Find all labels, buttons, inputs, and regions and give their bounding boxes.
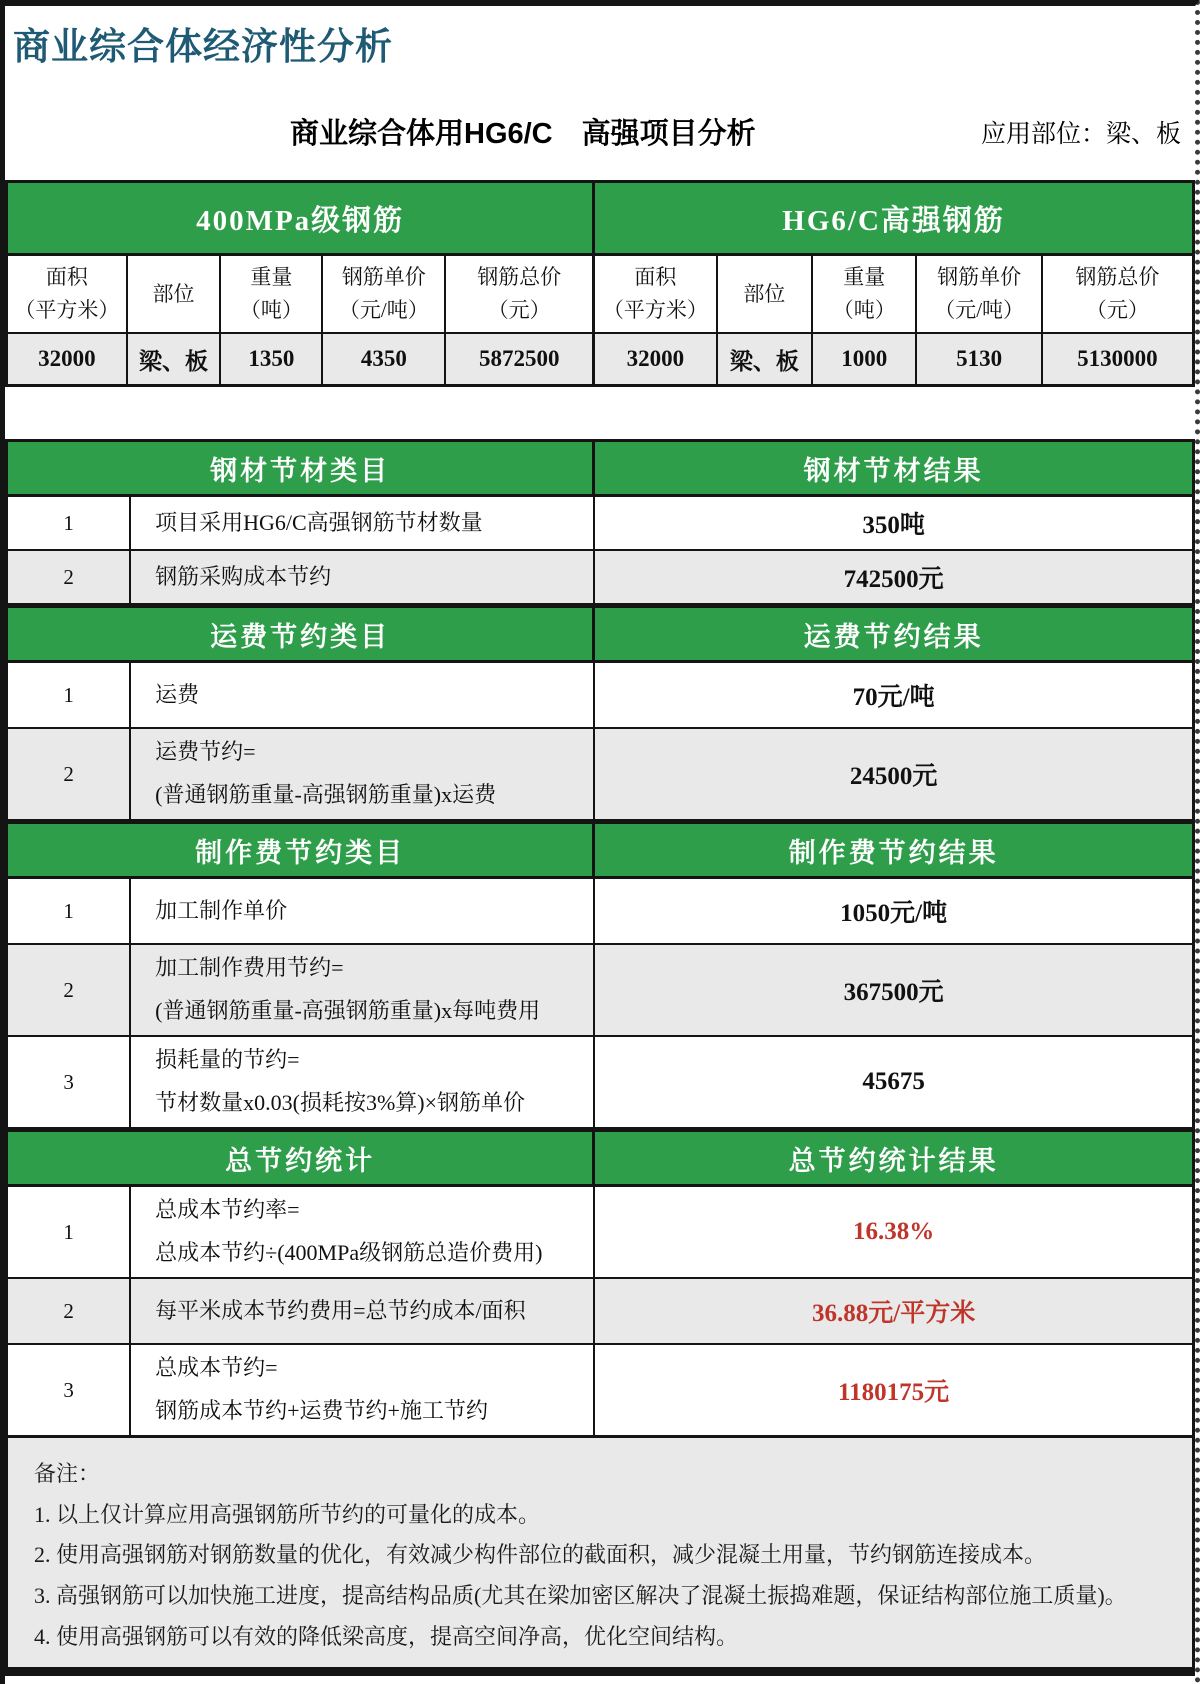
data-cell-area: 32000 bbox=[8, 334, 128, 384]
result-header: 总节约统计结果 bbox=[595, 1132, 1192, 1184]
data-cell-part: 梁、板 bbox=[718, 334, 813, 384]
table-row bbox=[8, 879, 1192, 945]
total-saving-section-header bbox=[8, 1129, 1192, 1187]
table-row bbox=[8, 1279, 1192, 1345]
col-header-weight: 重量 （吨） bbox=[813, 256, 917, 332]
rebar-comparison-table bbox=[5, 180, 1195, 387]
row-label: 总成本节约= 钢筋成本节约+运费节约+施工节约 bbox=[131, 1345, 595, 1435]
data-cell-total-price: 5872500 bbox=[446, 334, 592, 384]
table-row bbox=[8, 1037, 1192, 1129]
page-title: 商业综合体经济性分析 bbox=[13, 26, 393, 67]
table-row bbox=[8, 497, 1192, 551]
data-cell-area: 32000 bbox=[595, 334, 717, 384]
data-cell-part: 梁、板 bbox=[128, 334, 221, 384]
col-header-unit-price: 钢筋单价 （元/吨） bbox=[323, 256, 446, 332]
row-result: 1180175元 bbox=[838, 1379, 950, 1406]
category-header: 钢材节材类目 bbox=[8, 442, 595, 494]
remark-item: 2. 使用高强钢筋对钢筋数量的优化，有效减少构件部位的截面积，减少混凝土用量，节约钢筋连接成本。 bbox=[34, 1542, 1047, 1568]
steel-saving-section-header bbox=[8, 439, 1192, 497]
data-cell-unit-price: 5130 bbox=[917, 334, 1042, 384]
row-label: 运费节约= (普通钢筋重量-高强钢筋重量)x运费 bbox=[131, 729, 595, 819]
data-cell-weight: 1000 bbox=[813, 334, 917, 384]
row-number: 2 bbox=[8, 1279, 131, 1343]
row-label: 项目采用HG6/C高强钢筋节材数量 bbox=[131, 497, 595, 549]
row-number: 2 bbox=[8, 551, 131, 603]
remark-item: 4. 使用高强钢筋可以有效的降低梁高度，提高空间净高，优化空间结构。 bbox=[34, 1623, 739, 1649]
comparison-header-row bbox=[8, 183, 1192, 256]
category-header: 制作费节约类目 bbox=[8, 824, 595, 876]
table-row bbox=[8, 1187, 1192, 1279]
data-cell-total-price: 5130000 bbox=[1043, 334, 1192, 384]
remarks-heading: 备注： bbox=[34, 1461, 101, 1486]
data-cell-weight: 1350 bbox=[221, 334, 323, 384]
row-result: 1050元/吨 bbox=[840, 900, 948, 927]
row-label: 总成本节约率= 总成本节约÷(400MPa级钢筋总造价费用) bbox=[131, 1187, 595, 1277]
row-number: 1 bbox=[8, 663, 131, 727]
table-row bbox=[8, 663, 1192, 729]
row-number: 2 bbox=[8, 945, 131, 1035]
row-label: 加工制作费用节约= (普通钢筋重量-高强钢筋重量)x每吨费用 bbox=[131, 945, 595, 1035]
col-header-weight: 重量 （吨） bbox=[221, 256, 323, 332]
col-header-total-price: 钢筋总价 （元） bbox=[1043, 256, 1192, 332]
data-cell-unit-price: 4350 bbox=[323, 334, 446, 384]
row-result: 70元/吨 bbox=[852, 684, 935, 711]
col-header-area: 面积 （平方米） bbox=[595, 256, 717, 332]
result-header: 制作费节约结果 bbox=[595, 824, 1192, 876]
table-row bbox=[8, 729, 1192, 821]
subheader-row bbox=[5, 110, 1195, 158]
row-number: 1 bbox=[8, 497, 131, 549]
category-header: 总节约统计 bbox=[8, 1132, 595, 1184]
row-result: 24500元 bbox=[849, 763, 938, 790]
row-label: 每平米成本节约费用=总节约成本/面积 bbox=[131, 1279, 595, 1343]
row-label: 损耗量的节约= 节材数量x0.03(损耗按3%算)×钢筋单价 bbox=[131, 1037, 595, 1127]
remark-item: 1. 以上仅计算应用高强钢筋所节约的可量化的成本。 bbox=[34, 1501, 541, 1527]
col-header-part: 部位 bbox=[718, 256, 813, 332]
col-header-area: 面积 （平方米） bbox=[8, 256, 128, 332]
result-header: 运费节约结果 bbox=[595, 608, 1192, 660]
savings-sections bbox=[5, 439, 1195, 1435]
left-table-title: 400MPa级钢筋 bbox=[8, 183, 595, 253]
row-label: 运费 bbox=[131, 663, 595, 727]
category-header: 运费节约类目 bbox=[8, 608, 595, 660]
row-number: 3 bbox=[8, 1345, 131, 1435]
row-label: 加工制作单价 bbox=[131, 879, 595, 943]
comparison-data-row bbox=[8, 334, 1192, 384]
comparison-column-headers bbox=[8, 256, 1192, 334]
application-note: 应用部位：梁、板 bbox=[980, 120, 1181, 148]
col-header-unit-price: 钢筋单价 （元/吨） bbox=[917, 256, 1042, 332]
row-result: 45675 bbox=[862, 1068, 925, 1095]
col-header-part: 部位 bbox=[128, 256, 221, 332]
project-subtitle: 商业综合体用HG6/C 高强项目分析 bbox=[290, 118, 756, 150]
row-number: 3 bbox=[8, 1037, 131, 1127]
row-result: 350吨 bbox=[862, 512, 925, 539]
right-table-title: HG6/C高强钢筋 bbox=[595, 183, 1192, 253]
table-row bbox=[8, 945, 1192, 1037]
col-header-total-price: 钢筋总价 （元） bbox=[446, 256, 592, 332]
row-number: 1 bbox=[8, 879, 131, 943]
row-number: 1 bbox=[8, 1187, 131, 1277]
row-number: 2 bbox=[8, 729, 131, 819]
spacer-row bbox=[5, 387, 1195, 439]
row-result: 36.88元/平方米 bbox=[812, 1300, 976, 1327]
row-result: 742500元 bbox=[843, 566, 944, 593]
remark-item: 3. 高强钢筋可以加快施工进度，提高结构品质(尤其在梁加密区解决了混凝土振捣难题，保证结构部位施工质量)。 bbox=[34, 1583, 1127, 1609]
remarks-box bbox=[5, 1435, 1195, 1676]
table-row bbox=[8, 551, 1192, 605]
row-result: 16.38% bbox=[852, 1218, 935, 1245]
table-row bbox=[8, 1345, 1192, 1435]
result-header: 钢材节材结果 bbox=[595, 442, 1192, 494]
row-label: 钢筋采购成本节约 bbox=[131, 551, 595, 603]
freight-saving-section-header bbox=[8, 605, 1192, 663]
row-result: 367500元 bbox=[843, 979, 944, 1006]
fabrication-saving-section-header bbox=[8, 821, 1192, 879]
